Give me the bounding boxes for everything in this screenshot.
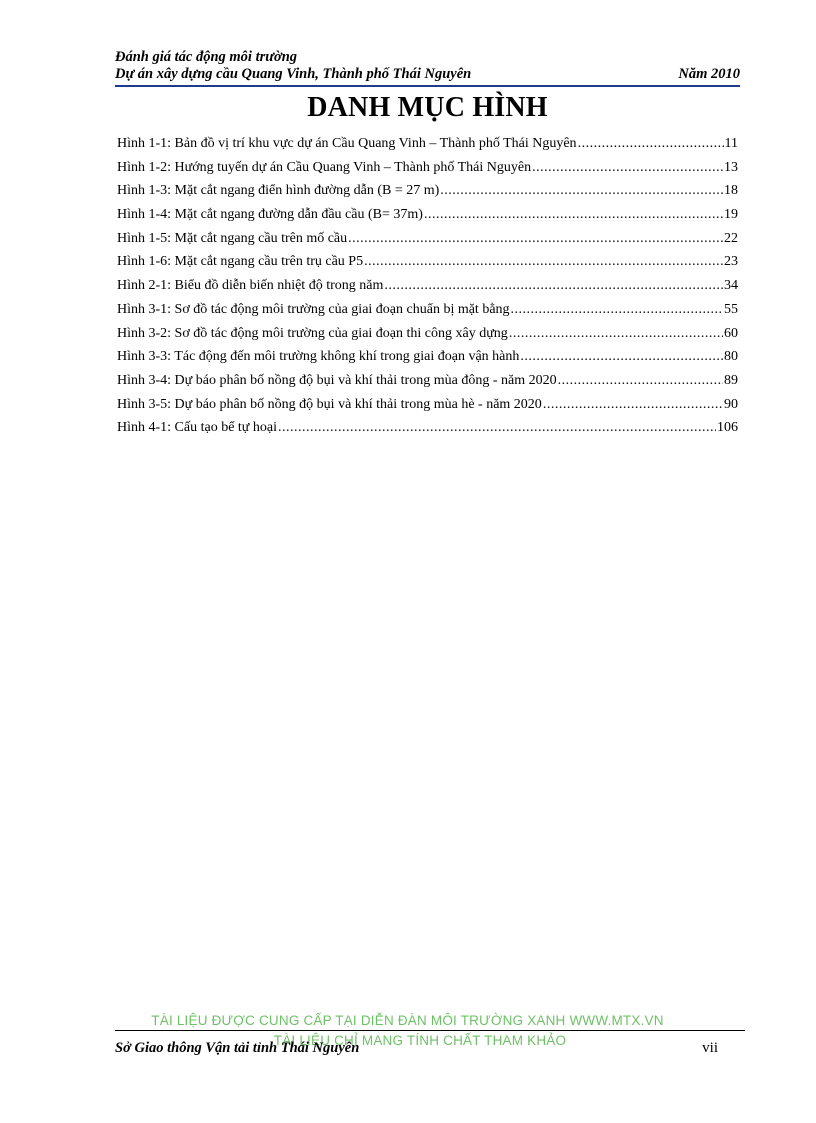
figure-entry[interactable] [117,203,738,227]
figure-entry[interactable] [117,156,738,180]
header-rule [115,85,740,87]
figure-entry[interactable] [117,250,738,274]
figure-entry-label: Hình 4-1: Cấu tạo bể tự hoại [117,420,278,436]
figure-entry-label: Hình 1-3: Mặt cắt ngang điển hình đường dẫn (B = 27 m) [117,183,440,199]
header-year: Năm 2010 [678,66,740,82]
figure-entry-label: Hình 2-1: Biểu đồ diễn biến nhiệt độ trong năm [117,278,384,294]
figure-entry[interactable] [117,369,738,393]
dot-leader [520,345,723,369]
dot-leader [543,393,723,417]
figure-entry[interactable] [117,393,738,417]
page-header [115,49,740,87]
header-report-type: Đánh giá tác động môi trường [115,49,298,65]
dot-leader [384,274,723,298]
figure-entry-label: Hình 3-1: Sơ đồ tác động môi trường của giai đoạn chuẩn bị mặt bằng [117,301,510,317]
page-footer [115,1040,718,1057]
watermark-line-1: TÀI LIỆU ĐƯỢC CUNG CẤP TẠI DIỄN ĐÀN MÔI TRƯỜNG XANH WWW.MTX.VN [151,1013,664,1028]
dot-leader [558,369,723,393]
figure-entry[interactable] [117,132,738,156]
dot-leader [532,156,723,180]
dot-leader [440,179,723,203]
figure-list [117,132,738,440]
figure-entry-page: 18 [724,183,738,199]
figure-entry-label: Hình 3-4: Dự báo phân bố nồng độ bụi và khí thải trong mùa đông - năm 2020 [117,372,557,388]
figure-entry-label: Hình 1-1: Bản đồ vị trí khu vực dự án Cầu Quang Vinh – Thành phố Thái Nguyên [117,136,577,151]
figure-entry[interactable] [117,227,738,251]
dot-leader [578,132,724,156]
figure-entry-page: 55 [724,301,738,317]
footer-rule [115,1030,745,1031]
figure-entry-label: Hình 1-5: Mặt cắt ngang cầu trên mố cầu [117,230,348,246]
figure-entry[interactable] [117,322,738,346]
figure-entry-page: 34 [724,278,738,294]
figure-entry[interactable] [117,345,738,369]
dot-leader [511,298,723,322]
figure-entry-page: 80 [724,349,738,365]
figure-entry-page: 19 [724,207,738,223]
dot-leader [278,416,716,440]
watermark-line-2: TÀI LIỆU CHỈ MANG TÍNH CHẤT THAM KHẢO [273,1033,567,1048]
page-title: DANH MỤC HÌNH [307,92,548,123]
dot-leader [364,250,723,274]
figure-entry-label: Hình 1-6: Mặt cắt ngang cầu trên trụ cầu P5 [117,254,364,270]
figure-entry-label: Hình 3-5: Dự báo phân bố nồng độ bụi và khí thải trong mùa hè - năm 2020 [117,396,542,412]
figure-entry[interactable] [117,416,738,440]
figure-entry[interactable] [117,179,738,203]
figure-entry-label: Hình 1-2: Hướng tuyến dự án Cầu Quang Vinh – Thành phố Thái Nguyên [117,159,532,175]
header-project-name: Dự án xây dựng cầu Quang Vinh, Thành phố Thái Nguyên [115,66,472,82]
figure-entry-page: 60 [724,325,738,341]
figure-entry-page: 11 [724,136,738,151]
figure-entry[interactable] [117,274,738,298]
dot-leader [424,203,723,227]
figure-entry-page: 89 [724,372,738,388]
figure-entry-page: 23 [724,254,738,270]
figure-entry-page: 22 [724,230,738,246]
figure-entry-label: Hình 1-4: Mặt cắt ngang đường dẫn đầu cầu (B= 37m) [117,207,423,223]
figure-entry[interactable] [117,298,738,322]
dot-leader [509,322,723,346]
figure-entry-page: 13 [724,159,738,175]
figure-entry-label: Hình 3-3: Tác động đến môi trường không khí trong giai đoạn vận hành [117,349,520,365]
footer-page-number: vii [702,1040,718,1056]
header-project-line [115,66,740,83]
footer-organization: Sở Giao thông Vận tải tỉnh Thái Nguyên [115,1040,360,1056]
figure-entry-page: 106 [717,420,738,436]
figure-entry-label: Hình 3-2: Sơ đồ tác động môi trường của giai đoạn thi công xây dựng [117,325,508,341]
figure-entry-page: 90 [724,396,738,412]
dot-leader [348,227,723,251]
